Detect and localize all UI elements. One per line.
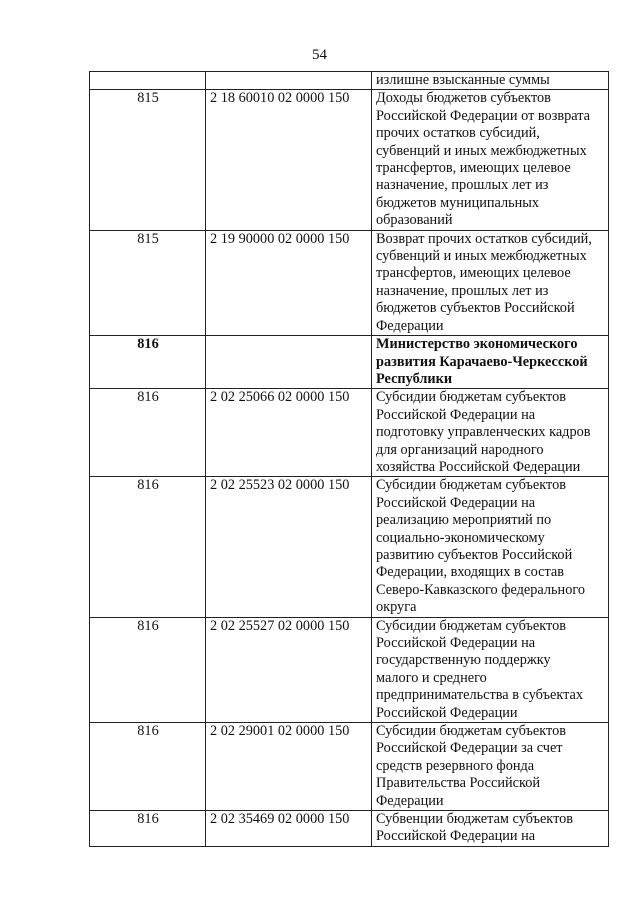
admin-code-cell (90, 72, 206, 90)
page-number: 54 (312, 47, 327, 63)
table-row (90, 336, 609, 389)
table-row (90, 723, 609, 811)
table-body (90, 72, 609, 847)
budget-code-cell (206, 336, 372, 389)
table-row (90, 811, 609, 847)
budget-code-cell: 2 02 25523 02 0000 150 (206, 477, 372, 617)
budget-code-cell: 2 19 90000 02 0000 150 (206, 230, 372, 335)
table-row (90, 90, 609, 230)
admin-code-cell: 815 (90, 230, 206, 335)
revenue-name-cell: Субсидии бюджетам субъектов Российской Федерации на реализацию мероприятий по социально-экономическому развитию субъектов Российской Федерации, входящих в состав Северо-Кавказского федерального округа (372, 477, 609, 617)
budget-code-cell: 2 02 25527 02 0000 150 (206, 617, 372, 722)
budget-code-cell: 2 02 29001 02 0000 150 (206, 723, 372, 811)
admin-code-cell: 816 (90, 389, 206, 477)
budget-code-cell: 2 02 35469 02 0000 150 (206, 811, 372, 847)
revenue-name-cell: Доходы бюджетов субъектов Российской Федерации от возврата прочих остатков субсидий, субвенций и иных межбюджетных трансфертов, имеющих целевое назначение, прошлых лет из бюджетов муниципальных образований (372, 90, 609, 230)
revenue-name-cell: Возврат прочих остатков субсидий, субвенций и иных межбюджетных трансфертов, имеющих целевое назначение, прошлых лет из бюджетов субъектов Российской Федерации (372, 230, 609, 335)
budget-code-cell: 2 18 60010 02 0000 150 (206, 90, 372, 230)
revenue-name-cell: Министерство экономического развития Карачаево-Черкесской Республики (372, 336, 609, 389)
revenue-name-cell: излишне взысканные суммы (372, 72, 609, 90)
table-row (90, 477, 609, 617)
budget-revenue-table (89, 71, 609, 847)
revenue-name-cell: Субсидии бюджетам субъектов Российской Федерации за счет средств резервного фонда Правительства Российской Федерации (372, 723, 609, 811)
revenue-name-cell: Субсидии бюджетам субъектов Российской Федерации на подготовку управленческих кадров для организаций народного хозяйства Российской Федерации (372, 389, 609, 477)
admin-code-cell: 816 (90, 811, 206, 847)
table-row (90, 230, 609, 335)
table-row (90, 617, 609, 722)
revenue-name-cell: Субсидии бюджетам субъектов Российской Федерации на государственную поддержку малого и среднего предпринимательства в субъектах Российской Федерации (372, 617, 609, 722)
revenue-name-cell: Субвенции бюджетам субъектов Российской Федерации на (372, 811, 609, 847)
table-row (90, 72, 609, 90)
admin-code-cell: 816 (90, 336, 206, 389)
admin-code-cell: 815 (90, 90, 206, 230)
admin-code-cell: 816 (90, 617, 206, 722)
table-row (90, 389, 609, 477)
admin-code-cell: 816 (90, 477, 206, 617)
budget-code-cell: 2 02 25066 02 0000 150 (206, 389, 372, 477)
budget-code-cell (206, 72, 372, 90)
admin-code-cell: 816 (90, 723, 206, 811)
